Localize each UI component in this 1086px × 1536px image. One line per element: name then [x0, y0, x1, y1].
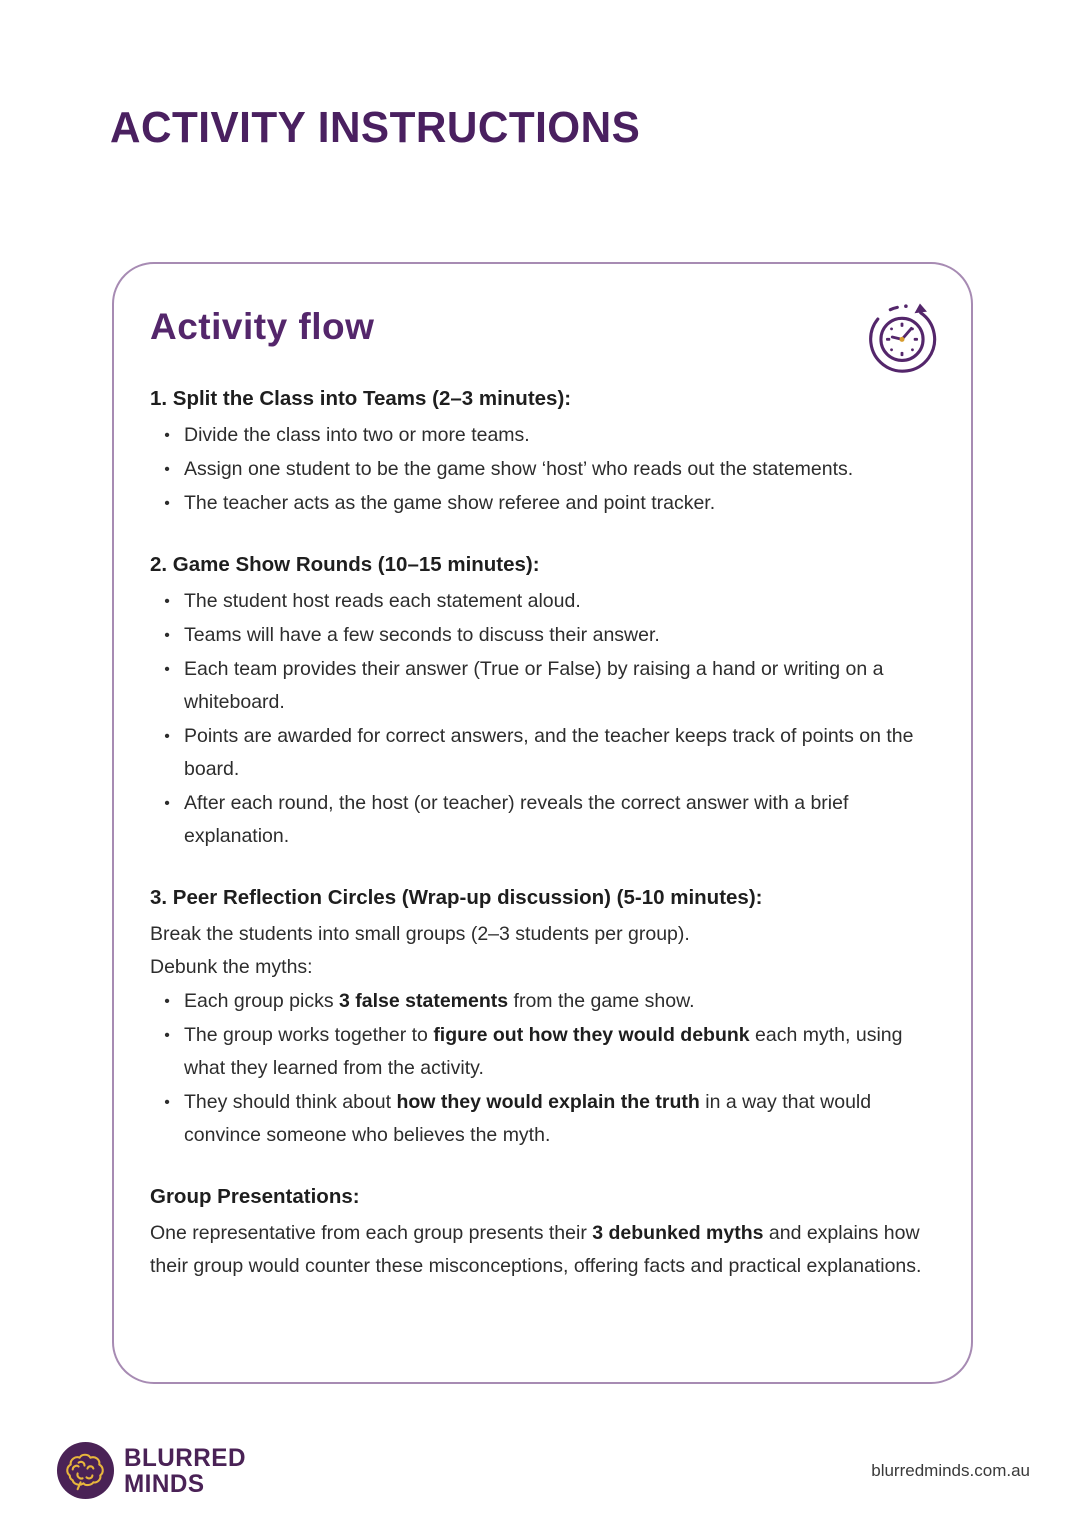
- section-heading: 3. Peer Reflection Circles (Wrap-up discussion) (5-10 minutes):: [150, 886, 763, 909]
- bullet-text: [184, 487, 715, 520]
- logo-line2: MINDS: [124, 1469, 205, 1498]
- text-run: Debunk the myths:: [150, 956, 313, 978]
- activity-sections: [150, 382, 935, 1283]
- bullet-dot: [150, 585, 184, 618]
- bullet-item: [150, 487, 935, 520]
- bold-text-run: how they would explain the truth: [396, 1091, 700, 1113]
- bullet-text: [184, 453, 853, 486]
- text-run: The student host reads each statement aloud.: [184, 590, 581, 612]
- bullet-item: [150, 619, 935, 652]
- activity-flow-card: [112, 262, 973, 1384]
- page-title: ACTIVITY INSTRUCTIONS: [110, 103, 641, 152]
- bullet-item: [150, 585, 935, 618]
- paragraph: [150, 951, 925, 984]
- bullet-text: [184, 985, 695, 1018]
- section-heading: 2. Game Show Rounds (10–15 minutes):: [150, 553, 540, 576]
- bullet-item: [150, 453, 935, 486]
- bullet-dot: [150, 487, 184, 520]
- bullet-dot: [150, 1086, 184, 1152]
- text-run: Divide the class into two or more teams.: [184, 424, 530, 446]
- bullet-item: [150, 985, 935, 1018]
- bullet-text: [184, 619, 660, 652]
- bullet-dot: [150, 1019, 184, 1085]
- logo-text: [124, 1445, 246, 1497]
- bullet-dot: [150, 653, 184, 719]
- bold-text-run: 3 debunked myths: [592, 1222, 764, 1244]
- text-run: in a way that would convince someone who believes the myth.: [184, 1091, 872, 1146]
- blurred-minds-logo: [56, 1441, 250, 1500]
- bullet-text: [184, 1019, 926, 1085]
- paragraph: [150, 918, 925, 951]
- bullet-text: [184, 787, 926, 853]
- section-heading: Group Presentations:: [150, 1185, 360, 1208]
- timer-clock-icon: [863, 298, 941, 376]
- text-run: Each group picks: [184, 990, 340, 1012]
- bullet-dot: [150, 619, 184, 652]
- bold-text-run: 3 false statements: [339, 990, 509, 1012]
- section: [150, 548, 935, 853]
- bullet-item: [150, 1019, 935, 1085]
- text-run: from the game show.: [508, 990, 695, 1012]
- bullet-dot: [150, 985, 184, 1018]
- bold-text-run: figure out how they would debunk: [433, 1024, 750, 1046]
- paragraph: [150, 1217, 925, 1283]
- section-heading: 1. Split the Class into Teams (2–3 minutes):: [150, 387, 572, 410]
- bullet-dot: [150, 453, 184, 486]
- section: [150, 1180, 935, 1283]
- bullet-dot: [150, 720, 184, 786]
- text-run: They should think about: [184, 1091, 397, 1113]
- text-run: After each round, the host (or teacher) reveals the correct answer with a brief explanation.: [184, 792, 849, 847]
- bullet-item: [150, 653, 935, 719]
- bullet-text: [184, 419, 530, 452]
- bullet-item: [150, 419, 935, 452]
- bullet-dot: [150, 419, 184, 452]
- text-run: Points are awarded for correct answers, and the teacher keeps track of points on the board.: [184, 725, 914, 780]
- section: [150, 881, 935, 1152]
- bullet-text: [184, 1086, 926, 1152]
- bullet-dot: [150, 787, 184, 853]
- bullet-list: [150, 585, 935, 853]
- text-run: Assign one student to be the game show ‘host’ who reads out the statements.: [184, 458, 854, 480]
- bullet-item: [150, 787, 935, 853]
- bullet-item: [150, 1086, 935, 1152]
- bullet-text: [184, 653, 926, 719]
- text-run: The teacher acts as the game show referee and point tracker.: [184, 492, 716, 514]
- text-run: Each team provides their answer (True or False) by raising a hand or writing on a whiteboard.: [184, 658, 884, 713]
- brain-icon: [56, 1441, 115, 1500]
- footer-url: blurredminds.com.au: [871, 1461, 1030, 1480]
- card-heading: Activity flow: [150, 306, 375, 347]
- text-run: The group works together to: [184, 1024, 434, 1046]
- bullet-item: [150, 720, 935, 786]
- bullet-list: [150, 985, 935, 1152]
- bullet-list: [150, 419, 935, 520]
- text-run: One representative from each group presents their: [150, 1222, 593, 1244]
- text-run: and explains how their group would counter these misconceptions, offering facts and practical explanations.: [150, 1222, 922, 1277]
- bullet-text: [184, 585, 581, 618]
- text-run: each myth, using what they learned from the activity.: [184, 1024, 903, 1079]
- bullet-text: [184, 720, 926, 786]
- text-run: Break the students into small groups (2–3 students per group).: [150, 923, 690, 945]
- logo-line1: BLURRED: [124, 1443, 246, 1472]
- section: [150, 382, 935, 520]
- text-run: Teams will have a few seconds to discuss their answer.: [184, 624, 660, 646]
